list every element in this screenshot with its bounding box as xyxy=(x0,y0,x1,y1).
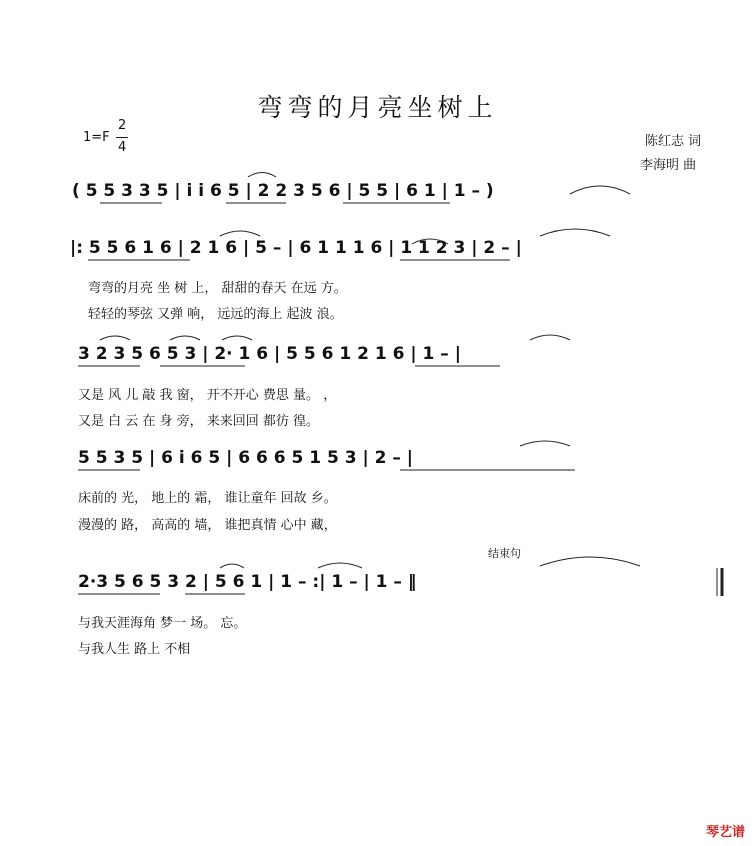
lyrics-row-1-verse-1: 弯弯的月亮 坐 树 上， 甜甜的春天 在远 方。 xyxy=(88,281,347,296)
lyrics-row-3-verse-1: 床前的 光， 地上的 霜， 谁让童年 回故 乡。 xyxy=(78,491,337,506)
notation-row-1: |: 5 5 6 1 6 | 2 1 6 | 5 – | 6 1 1 1 6 | 1 1 2 3 | 2 – | xyxy=(70,238,522,258)
lyricist-credit: 陈红志 词 xyxy=(645,134,702,149)
notation-row-4: 2·3 5 6 5 3 2 | 5 6 1 | 1 – :| 1 – | 1 – ‖ xyxy=(78,572,417,592)
watermark-logo: 琴艺谱 xyxy=(705,825,745,840)
notation-row-intro: ( 5 5 3 3 5 | i i 6 5 | 2 2 3 5 6 | 5 5 | 6 1 | 1 – ) xyxy=(72,181,494,201)
lyrics-row-4-verse-2: 与我人生 路上 不相 xyxy=(78,642,191,657)
notation-row-2: 3 2 3 5 6 5 3 | 2· 1 6 | 5 5 6 1 2 1 6 | 1 – | xyxy=(78,344,461,364)
time-signature-top: 2 xyxy=(118,118,127,133)
coda-label: 结束句 xyxy=(488,547,521,560)
time-signature-bottom: 4 xyxy=(118,140,127,155)
notation-row-3: 5 5 3 5 | 6 i 6 5 | 6 6 6 5 1 5 3 | 2 – | xyxy=(78,448,413,468)
lyrics-row-3-verse-2: 漫漫的 路， 高高的 墙， 谁把真情 心中 藏， xyxy=(78,518,337,533)
key-signature: 1=F xyxy=(83,130,110,145)
lyrics-row-2-verse-1: 又是 风 儿 敲 我 窗， 开不开心 费思 量。 ， xyxy=(78,388,337,403)
lyrics-row-4-verse-1: 与我天涯海角 梦一 场。 忘。 xyxy=(78,616,247,631)
song-title: 弯弯的月亮坐树上 xyxy=(257,93,498,122)
lyrics-row-1-verse-2: 轻轻的琴弦 又弹 响， 远远的海上 起波 浪。 xyxy=(88,307,343,322)
composer-credit: 李海明 曲 xyxy=(640,158,697,173)
lyrics-row-2-verse-2: 又是 白 云 在 身 旁， 来来回回 都彷 徨。 xyxy=(78,414,320,429)
